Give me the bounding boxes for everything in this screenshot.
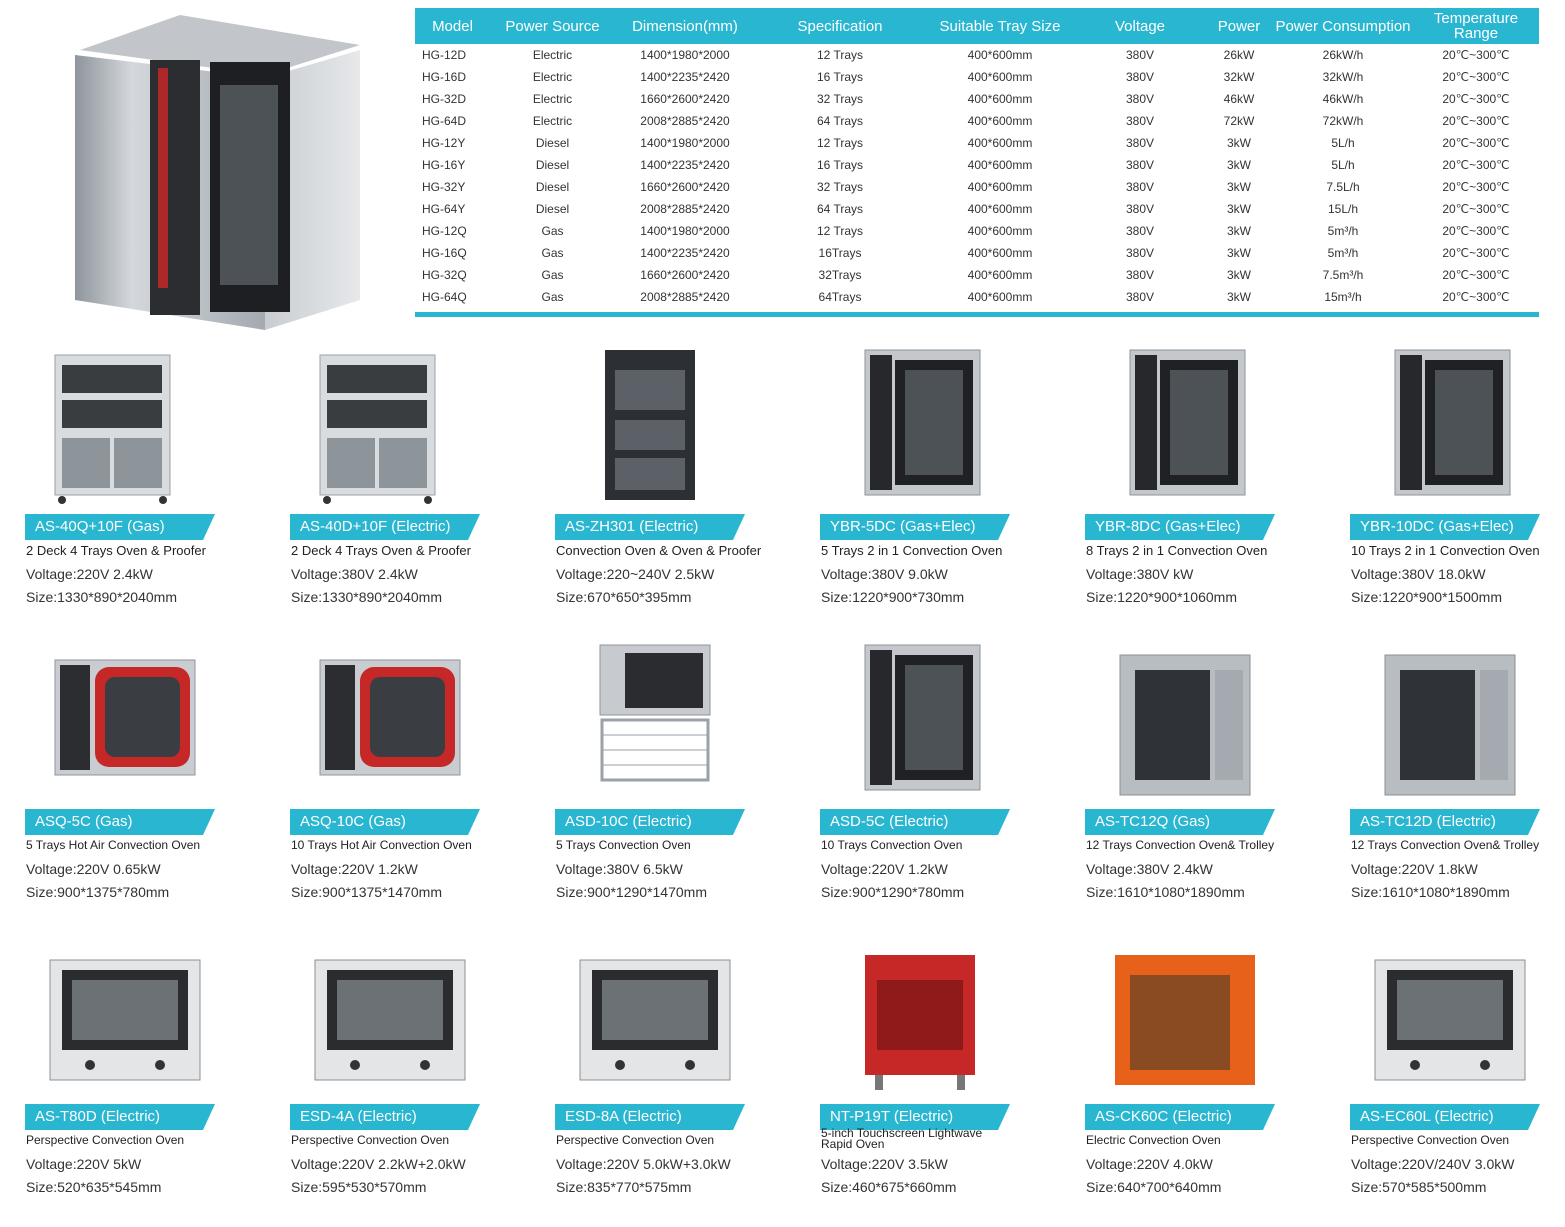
table-row [415,66,1539,88]
product-voltage: Voltage:220V 2.2kW+2.0kW [291,1156,466,1172]
model-name: AS-TC12Q (Gas) [1095,813,1211,830]
table-row [415,242,1539,264]
product-size: Size:570*585*500mm [1351,1179,1487,1195]
model-name: ESD-8A (Electric) [565,1108,682,1125]
spec-cell: 380V [1125,202,1155,216]
spec-cell: 26kW/h [1322,48,1364,62]
model-label-badge [25,1104,215,1130]
spec-cell: HG-32D [422,92,467,106]
model-label-badge [555,809,745,835]
spec-cell: 64 Trays [816,114,864,128]
model-label-badge [1085,809,1275,835]
spec-cell: 20℃~300℃ [1442,268,1510,282]
spec-header-cell: Power Source [490,8,615,44]
model-label-badge [290,514,480,540]
spec-cell: Electric [532,48,573,62]
spec-header-cell: Suitable Tray Size [925,8,1075,44]
hot-air-oven-icon [265,635,525,800]
spec-cell: 1660*2600*2420 [640,268,730,282]
spec-cell: HG-64Q [422,290,467,304]
spec-cell: HG-64Y [422,202,466,216]
spec-cell: Diesel [535,180,570,194]
countertop-oven-icon [265,930,525,1095]
countertop-oven-icon [0,930,260,1095]
spec-cell: 12 Trays [816,224,864,238]
model-label-badge [555,514,745,540]
spec-cell: 46kW [1223,92,1255,106]
spec-cell: Gas [541,290,564,304]
spec-table-header [415,8,1539,44]
spec-cell: 12 Trays [816,48,864,62]
spec-cell: HG-16Y [422,158,466,172]
table-row [415,264,1539,286]
model-label-badge [1085,514,1275,540]
spec-cell: 1400*1980*2000 [640,136,730,150]
product-card [530,635,790,905]
spec-cell: 400*600mm [967,246,1033,260]
product-voltage: Voltage:380V kW [1086,566,1194,582]
product-voltage: Voltage:220V 1.2kW [291,861,418,877]
product-size: Size:1330*890*2040mm [291,589,442,605]
spec-cell: 1400*2235*2420 [640,70,730,84]
spec-header-cell: Voltage [1075,8,1205,44]
deck-oven-proofer-icon [265,340,525,505]
spec-cell: HG-12D [422,48,467,62]
product-voltage: Voltage:220V 3.5kW [821,1156,948,1172]
product-description: 10 Trays Convection Oven [821,838,963,852]
spec-cell: 3kW [1227,246,1251,260]
product-description: 10 Trays Hot Air Convection Oven [291,838,472,852]
spec-cell: 32 Trays [816,180,864,194]
spec-cell: Diesel [535,136,570,150]
spec-cell: 380V [1125,290,1155,304]
table-row [415,88,1539,110]
product-size: Size:1220*900*1500mm [1351,589,1502,605]
product-card [1325,930,1565,1200]
spec-cell: 20℃~300℃ [1442,290,1510,304]
product-card [265,930,525,1200]
product-voltage: Voltage:220V 2.4kW [26,566,153,582]
spec-cell: 400*600mm [967,180,1033,194]
spec-cell: HG-12Y [422,136,466,150]
combo-oven-icon [530,340,790,505]
spec-table [415,8,1539,317]
product-description: 12 Trays Convection Oven& Trolley [1351,838,1540,852]
countertop-oven-icon [1060,930,1320,1095]
product-card [1325,340,1565,610]
spec-cell: 400*600mm [967,224,1033,238]
spec-header-cell: Temperature Range [1413,8,1539,44]
spec-cell: Electric [532,92,573,106]
spec-cell: Gas [541,246,564,260]
spec-cell: 12 Trays [816,136,864,150]
rotary-oven-image [40,10,370,335]
spec-cell: 20℃~300℃ [1442,158,1510,172]
product-card [0,340,260,610]
product-size: Size:595*530*570mm [291,1179,427,1195]
product-size: Size:1220*900*1060mm [1086,589,1237,605]
spec-cell: Diesel [535,202,570,216]
product-description: Perspective Convection Oven [26,1133,185,1147]
table-row [415,286,1539,308]
product-card [1060,635,1320,905]
product-size: Size:1610*1080*1890mm [1351,884,1510,900]
spec-cell: 20℃~300℃ [1442,92,1510,106]
model-label-badge [1085,1104,1275,1130]
product-voltage: Voltage:220V 1.8kW [1351,861,1478,877]
spec-cell: 46kW/h [1322,92,1364,106]
spec-table-body [415,44,1539,308]
product-description: 5 Trays Convection Oven [556,838,691,852]
product-voltage: Voltage:380V 6.5kW [556,861,683,877]
spec-cell: 7.5m³/h [1322,268,1364,282]
spec-cell: 2008*2885*2420 [640,290,730,304]
model-name: YBR-5DC (Gas+Elec) [830,518,976,535]
spec-cell: 20℃~300℃ [1442,48,1510,62]
spec-cell: HG-32Q [422,268,467,282]
spec-cell: 64Trays [818,290,862,304]
model-name: AS-CK60C (Electric) [1095,1108,1232,1125]
product-description: Electric Convection Oven [1086,1133,1221,1147]
spec-cell: 20℃~300℃ [1442,180,1510,194]
product-card [0,635,260,905]
model-name: AS-ZH301 (Electric) [565,518,699,535]
product-size: Size:1330*890*2040mm [26,589,177,605]
product-description: 5-inch Touchscreen Lightwave Rapid Oven [821,1126,983,1151]
spec-cell: 26kW [1223,48,1255,62]
spec-cell: 3kW [1227,268,1251,282]
product-size: Size:900*1375*780mm [26,884,170,900]
spec-cell: 380V [1125,70,1155,84]
spec-cell: 1400*1980*2000 [640,48,730,62]
table-row [415,154,1539,176]
spec-cell: 20℃~300℃ [1442,70,1510,84]
product-voltage: Voltage:380V 2.4kW [291,566,418,582]
spec-cell: 16 Trays [816,158,864,172]
product-voltage: Voltage:220V 5.0kW+3.0kW [556,1156,731,1172]
product-voltage: Voltage:220V 1.2kW [821,861,948,877]
spec-cell: 5L/h [1331,136,1355,150]
spec-cell: 400*600mm [967,114,1033,128]
spec-cell: 20℃~300℃ [1442,136,1510,150]
product-voltage: Voltage:220V 4.0kW [1086,1156,1213,1172]
spec-cell: 5L/h [1331,158,1355,172]
spec-cell: 400*600mm [967,136,1033,150]
table-row [415,132,1539,154]
spec-cell: 380V [1125,136,1155,150]
product-size: Size:900*1290*1470mm [556,884,707,900]
spec-cell: 16Trays [818,246,862,260]
product-size: Size:1610*1080*1890mm [1086,884,1245,900]
spec-cell: 3kW [1227,136,1251,150]
spec-cell: HG-16D [422,70,467,84]
product-card [1060,930,1320,1200]
spec-cell: 3kW [1227,202,1251,216]
product-card [795,930,1055,1200]
spec-cell: 400*600mm [967,48,1033,62]
product-size: Size:640*700*640mm [1086,1179,1222,1195]
product-voltage: Voltage:220~240V 2.5kW [556,566,715,582]
spec-cell: 32kW/h [1322,70,1364,84]
spec-cell: 3kW [1227,224,1251,238]
model-name: AS-40Q+10F (Gas) [35,518,165,535]
model-label-badge [25,809,215,835]
product-size: Size:460*675*660mm [821,1179,957,1195]
spec-cell: 20℃~300℃ [1442,246,1510,260]
spec-cell: 15m³/h [1324,290,1362,304]
spec-cell: 72kW [1223,114,1255,128]
product-card [530,930,790,1200]
table-row [415,110,1539,132]
spec-cell: Diesel [535,158,570,172]
model-name: AS-TC12D (Electric) [1360,813,1496,830]
model-name: NT-P19T (Electric) [830,1108,954,1125]
countertop-oven-icon [530,930,790,1095]
spec-cell: 380V [1125,180,1155,194]
product-card [265,340,525,610]
model-name: YBR-8DC (Gas+Elec) [1095,518,1241,535]
product-card [265,635,525,905]
model-name: ESD-4A (Electric) [300,1108,417,1125]
spec-cell: 5m³/h [1327,246,1359,260]
spec-cell: 3kW [1227,158,1251,172]
spec-cell: 380V [1125,48,1155,62]
product-voltage: Voltage:380V 2.4kW [1086,861,1213,877]
spec-cell: Gas [541,268,564,282]
model-label-badge [820,514,1010,540]
spec-cell: 1400*1980*2000 [640,224,730,238]
spec-cell: 380V [1125,246,1155,260]
spec-cell: Electric [532,114,573,128]
spec-cell: 1400*2235*2420 [640,246,730,260]
model-name: AS-EC60L (Electric) [1360,1108,1494,1125]
model-label-badge [1350,809,1540,835]
spec-cell: 72kW/h [1322,114,1364,128]
spec-cell: 400*600mm [967,70,1033,84]
spec-cell: 7.5L/h [1326,180,1360,194]
spec-cell: 380V [1125,114,1155,128]
model-name: ASQ-10C (Gas) [300,813,406,830]
spec-cell: 2008*2885*2420 [640,114,730,128]
lightwave-oven-icon [795,930,1055,1095]
spec-cell: 32 Trays [816,92,864,106]
product-card [0,930,260,1200]
table-row [415,198,1539,220]
product-description: 5 Trays 2 in 1 Convection Oven [821,543,1003,558]
spec-cell: 380V [1125,268,1155,282]
product-description: Perspective Convection Oven [1351,1133,1510,1147]
spec-cell: 3kW [1227,290,1251,304]
model-label-badge [290,1104,480,1130]
table-row [415,176,1539,198]
spec-cell: 380V [1125,224,1155,238]
spec-cell: 5m³/h [1327,224,1359,238]
spec-cell: 1660*2600*2420 [640,92,730,106]
model-name: ASD-10C (Electric) [565,813,692,830]
product-size: Size:520*635*545mm [26,1179,162,1195]
product-description: 5 Trays Hot Air Convection Oven [26,838,201,852]
convection-oven-icon [1325,340,1565,505]
product-card [1325,635,1565,905]
product-description: Perspective Convection Oven [556,1133,715,1147]
hot-air-oven-icon [0,635,260,800]
table-row [415,44,1539,66]
spec-cell: 1400*2235*2420 [640,158,730,172]
product-description: 10 Trays 2 in 1 Convection Oven [1351,543,1540,558]
spec-cell: HG-16Q [422,246,467,260]
spec-cell: 400*600mm [967,158,1033,172]
product-voltage: Voltage:380V 18.0kW [1351,566,1486,582]
spec-cell: 20℃~300℃ [1442,114,1510,128]
product-description: 12 Trays Convection Oven& Trolley [1086,838,1275,852]
model-name: AS-40D+10F (Electric) [300,518,451,535]
spec-cell: 20℃~300℃ [1442,202,1510,216]
product-description: 2 Deck 4 Trays Oven & Proofer [291,543,471,558]
product-voltage: Voltage:220V 5kW [26,1156,142,1172]
product-voltage: Voltage:220V 0.65kW [26,861,161,877]
product-description: Perspective Convection Oven [291,1133,450,1147]
spec-cell: 400*600mm [967,268,1033,282]
product-size: Size:900*1290*780mm [821,884,965,900]
model-name: ASQ-5C (Gas) [35,813,133,830]
model-label-badge [820,809,1010,835]
model-label-badge [555,1104,745,1130]
product-voltage: Voltage:220V/240V 3.0kW [1351,1156,1515,1172]
spec-cell: HG-64D [422,114,467,128]
model-name: YBR-10DC (Gas+Elec) [1360,518,1514,535]
product-size: Size:900*1375*1470mm [291,884,442,900]
spec-cell: HG-32Y [422,180,466,194]
spec-table-underline [415,312,1539,317]
spec-cell: 380V [1125,158,1155,172]
deck-oven-proofer-icon [0,340,260,505]
model-name: ASD-5C (Electric) [830,813,949,830]
model-name: AS-T80D (Electric) [35,1108,161,1125]
spec-cell: Electric [532,70,573,84]
model-label-badge [1350,1104,1540,1130]
spec-cell: 64 Trays [816,202,864,216]
spec-header-cell: Power Consumption [1273,8,1413,44]
product-card [1060,340,1320,610]
product-size: Size:670*650*395mm [556,589,692,605]
spec-cell: 32kW [1223,70,1255,84]
spec-cell: 400*600mm [967,92,1033,106]
spec-header-cell: Dimension(mm) [615,8,755,44]
product-card [530,340,790,610]
spec-cell: 32Trays [818,268,862,282]
convection-oven-icon [795,635,1055,800]
product-description: 2 Deck 4 Trays Oven & Proofer [26,543,206,558]
model-label-badge [290,809,480,835]
convection-oven-icon [1060,340,1320,505]
spec-cell: 400*600mm [967,290,1033,304]
model-label-badge [25,514,215,540]
trolley-oven-icon [1325,635,1565,800]
spec-cell: 380V [1125,92,1155,106]
product-card [795,635,1055,905]
product-card [795,340,1055,610]
spec-cell: 20℃~300℃ [1442,224,1510,238]
trolley-oven-icon [1060,635,1320,800]
spec-cell: 3kW [1227,180,1251,194]
spec-cell: 16 Trays [816,70,864,84]
convection-oven-stand-icon [530,635,790,800]
product-description: Convection Oven & Oven & Proofer [556,543,762,558]
spec-cell: 15L/h [1327,202,1359,216]
table-row [415,220,1539,242]
spec-header-cell: Model [415,8,490,44]
convection-oven-icon [795,340,1055,505]
spec-header-cell: Power [1205,8,1273,44]
spec-cell: 400*600mm [967,202,1033,216]
product-size: Size:835*770*575mm [556,1179,692,1195]
spec-cell: HG-12Q [422,224,467,238]
spec-cell: 2008*2885*2420 [640,202,730,216]
countertop-oven-icon [1325,930,1565,1095]
spec-cell: Gas [541,224,564,238]
model-label-badge [1350,514,1540,540]
product-description: 8 Trays 2 in 1 Convection Oven [1086,543,1268,558]
spec-cell: 1660*2600*2420 [640,180,730,194]
product-size: Size:1220*900*730mm [821,589,965,605]
product-voltage: Voltage:380V 9.0kW [821,566,948,582]
spec-header-cell: Specification [755,8,925,44]
